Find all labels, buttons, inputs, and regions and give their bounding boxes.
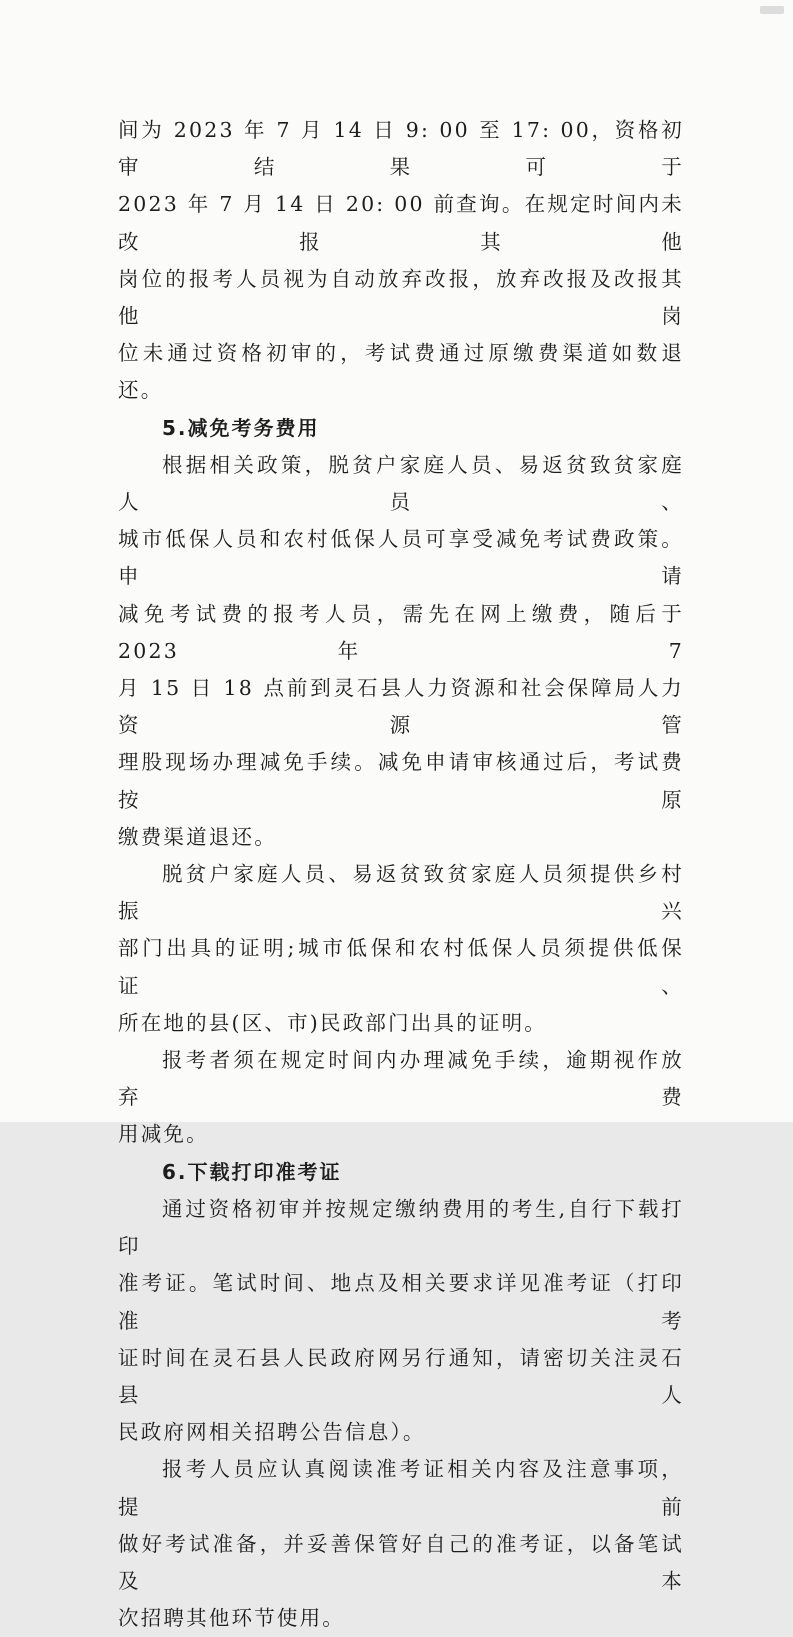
paragraph-line: 理股现场办理减免手续。减免申请审核通过后，考试费按原 xyxy=(118,750,684,812)
paragraph-line: 次招聘其他环节使用。 xyxy=(118,1606,345,1631)
section-heading: 5.减免考务费用 xyxy=(162,415,320,440)
paragraph-line: 2023 年 7 月 14 日 20: 00 前查询。在规定时间内未改报其他 xyxy=(118,192,684,254)
paragraph-line: 缴费渠道退还。 xyxy=(118,824,277,849)
document-body xyxy=(118,112,684,1637)
paragraph-line: 根据相关政策，脱贫户家庭人员、易返贫致贫家庭人员、 xyxy=(118,452,684,515)
paragraph-line: 证时间在灵石县人民政府网另行通知，请密切关注灵石县人 xyxy=(118,1345,684,1407)
paragraph-line: 报考者须在规定时间内办理减免手续，逾期视作放弃费 xyxy=(118,1048,684,1110)
paragraph-line: 用减免。 xyxy=(118,1122,209,1147)
paragraph-line: 脱贫户家庭人员、易返贫致贫家庭人员须提供乡村振兴 xyxy=(118,862,684,924)
section-heading: 6.下载打印准考证 xyxy=(162,1159,342,1184)
paragraph-line: 做好考试准备，并妥善保管好自己的准考证，以备笔试及本 xyxy=(118,1531,684,1593)
paragraph-line: 间为 2023 年 7 月 14 日 9: 00 至 17: 00，资格初审结果可于 xyxy=(118,118,684,180)
paragraph-line: 岗位的报考人员视为自动放弃改报，放弃改报及改报其他岗 xyxy=(118,266,684,329)
scan-mark xyxy=(760,6,784,14)
paragraph-line: 通过资格初审并按规定缴纳费用的考生,自行下载打印 xyxy=(118,1196,684,1259)
paragraph-line: 报考人员应认真阅读准考证相关内容及注意事项，提前 xyxy=(118,1457,684,1519)
paragraph-line: 准考证。笔试时间、地点及相关要求详见准考证（打印准考 xyxy=(118,1271,684,1333)
paragraph-line: 民政府网相关招聘公告信息）。 xyxy=(118,1420,426,1445)
paragraph-line: 所在地的县(区、市)民政部门出具的证明。 xyxy=(118,1010,547,1035)
paragraph-line: 城市低保人员和农村低保人员可享受减免考试费政策。申请 xyxy=(118,527,684,589)
paragraph-line: 减免考试费的报考人员，需先在网上缴费，随后于 2023 年 7 xyxy=(118,601,684,663)
paragraph-line: 位未通过资格初审的，考试费通过原缴费渠道如数退还。 xyxy=(118,341,684,403)
paragraph-line: 部门出具的证明;城市低保和农村低保人员须提供低保证、 xyxy=(118,936,684,998)
paragraph-line: 月 15 日 18 点前到灵石县人力资源和社会保障局人力资源管 xyxy=(118,676,684,738)
